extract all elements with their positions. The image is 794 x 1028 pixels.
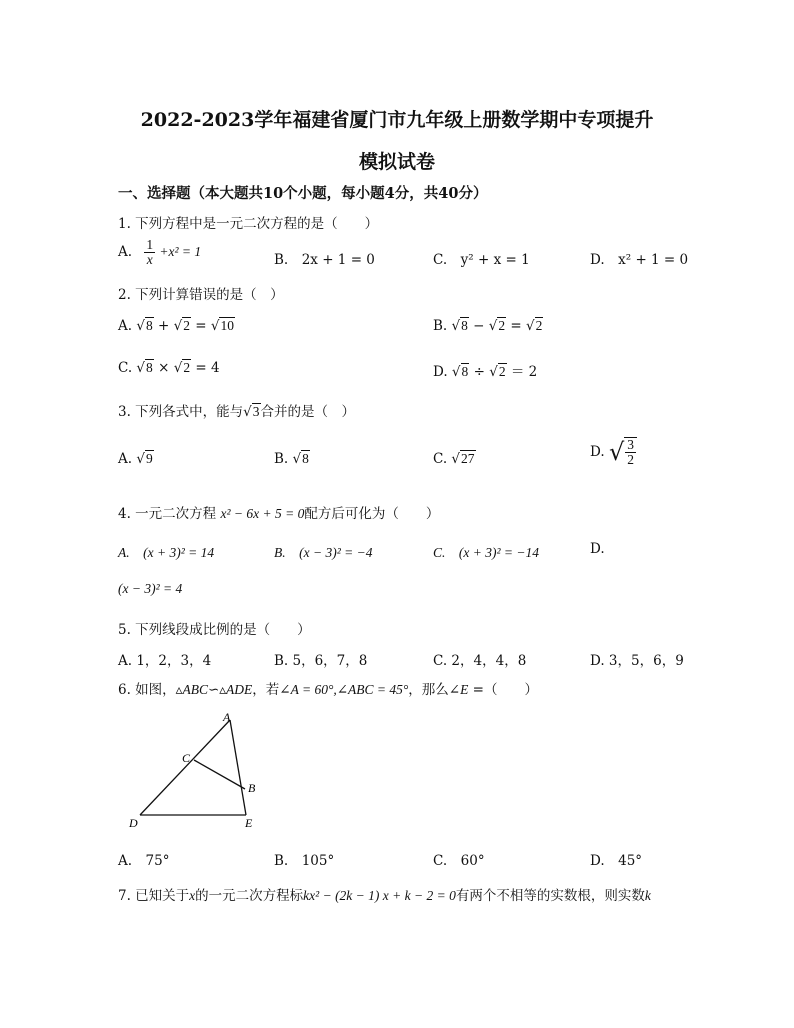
question-1-option-d: D. x² + 1 = 0 [590, 252, 689, 268]
question-3-option-d: D. √ $\frac{3}{2}$ [590, 437, 637, 467]
question-6-stem: 6. 如图，▵ABC∽▵ADE，若∠A = 60°,∠ABC = 45°，那么∠E =（ ） [118, 682, 538, 698]
question-6-option-c: C. 60° [433, 853, 485, 869]
question-5-option-d: D. 3，5，6，9 [590, 653, 684, 669]
label-c: C [182, 751, 191, 765]
question-5-stem: 5. 下列线段成比例的是（ ） [118, 622, 311, 638]
label-e: E [245, 816, 253, 830]
question-2-option-b: B. √8 − √2 = √2 [433, 318, 543, 334]
label-b: B [248, 781, 256, 795]
question-4-option-d-label: D. [590, 541, 605, 557]
question-3-option-b: B. √8 [274, 451, 309, 467]
question-7-stem: 7. 已知关于x的一元二次方程标kx² − (2k − 1) x + k − 2 = 0有两个不相等的实数根，则实数k [118, 888, 651, 904]
question-6-option-a: A. 75° [118, 853, 170, 869]
page-subtitle: 模拟试卷 [358, 151, 435, 173]
question-4-option-b: B. (x − 3)² = −4 [274, 545, 373, 560]
fraction-denominator: 2 [627, 452, 634, 468]
question-2-option-a: A. √8 + √2 = √10 [118, 318, 234, 334]
question-1-option-a: A. $\frac{1}{x}$ +x² = 1 [118, 237, 202, 268]
question-4-option-d: (x − 3)² = 4 [118, 581, 183, 596]
question-4-option-a: A. (x + 3)² = 14 [118, 545, 215, 560]
fraction-numerator: 1 [146, 237, 154, 252]
section-heading: 一、选择题（本大题共10个小题，每小题4分，共40分） [118, 185, 488, 202]
question-3-stem: 3. 下列各式中，能与√3合并的是（ ） [118, 404, 356, 420]
question-4-stem: 4. 一元二次方程 x² − 6x + 5 = 0配方后可化为（ ） [118, 506, 440, 522]
segment-ae [230, 720, 246, 815]
segment-ad [140, 720, 230, 815]
question-1-option-c: C. y² + x = 1 [433, 252, 530, 268]
question-2-stem: 2. 下列计算错误的是（ ） [118, 287, 284, 303]
question-1-option-b: B. 2x + 1 = 0 [274, 252, 375, 268]
label-d: D [129, 816, 138, 830]
question-1-stem: 1. 下列方程中是一元二次方程的是（ ） [118, 216, 379, 232]
question-6-option-d: D. 45° [590, 853, 643, 869]
triangle-figure [118, 710, 278, 835]
question-2-option-d: D. √8 ÷ √2 ＝ 2 [433, 364, 538, 380]
question-3-option-a: A. √9 [118, 451, 153, 467]
question-3-option-c: C. √27 [433, 451, 475, 467]
question-5-option-c: C. 2，4，4，8 [433, 653, 527, 669]
fraction-denominator: x [146, 252, 153, 268]
question-5-option-a: A. 1，2，3，4 [118, 653, 212, 669]
question-2-option-c: C. √8 × √2 = 4 [118, 360, 220, 376]
page-title: 2022-2023学年福建省厦门市九年级上册数学期中专项提升 [140, 109, 654, 131]
fraction-numerator: 3 [627, 437, 634, 452]
question-6-option-b: B. 105° [274, 853, 335, 869]
question-4-option-c: C. (x + 3)² = −14 [433, 545, 539, 560]
label-a: A [223, 710, 231, 724]
question-5-option-b: B. 5，6，7，8 [274, 653, 368, 669]
